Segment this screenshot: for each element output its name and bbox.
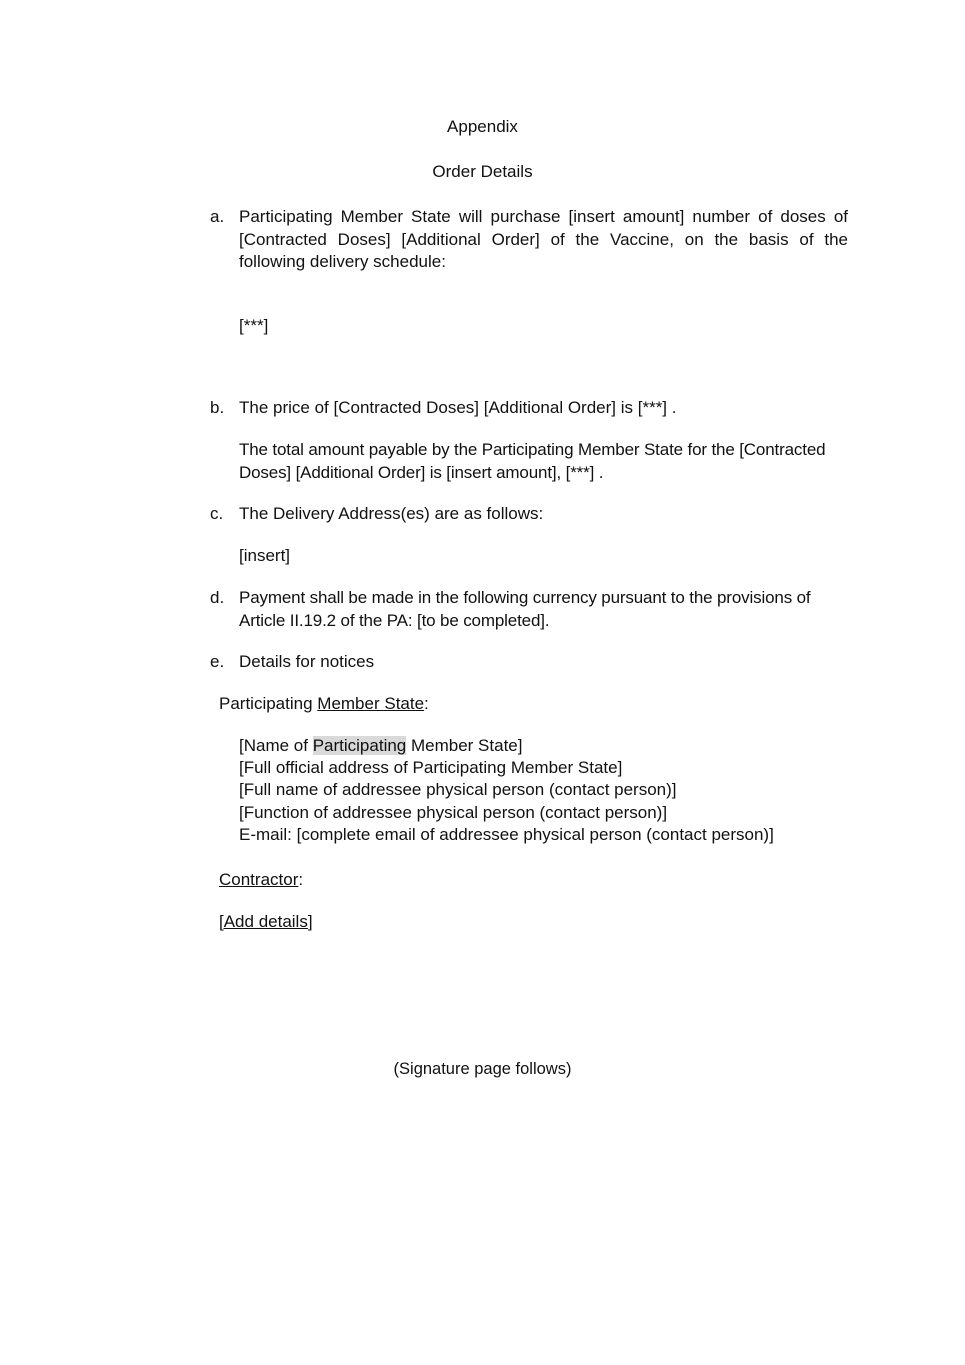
name-prefix: [Name of — [239, 736, 313, 755]
item-d-marker: d. — [210, 588, 225, 607]
contractor-details: [Add details] — [219, 912, 313, 931]
name-highlight: Participating — [312, 736, 407, 755]
contractor-label — [219, 870, 303, 890]
item-a-placeholder: [***] — [239, 316, 269, 335]
item-b-marker: b. — [210, 398, 225, 417]
item-b-text: The price of [Contracted Doses] [Additional Order] is [***] . — [239, 398, 677, 417]
item-a-text: Participating Member State will purchase [insert amount] number of doses of [Contracted Doses] [Additional Order] of the Vaccine, on the basis of the following delivery schedule: — [239, 207, 848, 271]
contact-person-function-line: [Function of addressee physical person (contact person)] — [239, 803, 668, 822]
signature-note: (Signature page follows) — [393, 1060, 572, 1078]
item-d-text: Payment shall be made in the following currency pursuant to the provisions of Article II.19.2 of the PA: [to be completed]. — [239, 588, 811, 630]
member-state-address-line: [Full official address of Participating Member State] — [239, 758, 623, 777]
appendix-title: Appendix — [447, 117, 518, 136]
item-c-value: [insert] — [239, 546, 291, 565]
pms-underlined: Member State — [317, 694, 425, 713]
item-e-marker: e. — [210, 652, 225, 671]
contractor-label-text: Contractor — [219, 870, 299, 889]
item-a-marker: a. — [210, 207, 225, 226]
item-e-text: Details for notices — [239, 652, 375, 671]
item-c-text: The Delivery Address(es) are as follows: — [239, 504, 544, 523]
item-b-total: The total amount payable by the Participating Member State for the [Contracted Doses] [Additional Order] is [insert amount], [***] . — [239, 440, 826, 482]
participating-member-state-label — [219, 694, 429, 714]
order-details-title: Order Details — [432, 162, 533, 181]
member-state-name-line — [239, 736, 522, 756]
pms-colon: : — [424, 694, 429, 713]
name-suffix: Member State] — [406, 736, 523, 755]
pms-prefix: Participating — [219, 694, 318, 713]
contractor-colon: : — [298, 870, 304, 889]
contact-person-name-line: [Full name of addressee physical person (contact person)] — [239, 780, 677, 799]
contact-email-line: E-mail: [complete email of addressee physical person (contact person)] — [239, 825, 774, 844]
item-c-marker: c. — [210, 504, 224, 523]
